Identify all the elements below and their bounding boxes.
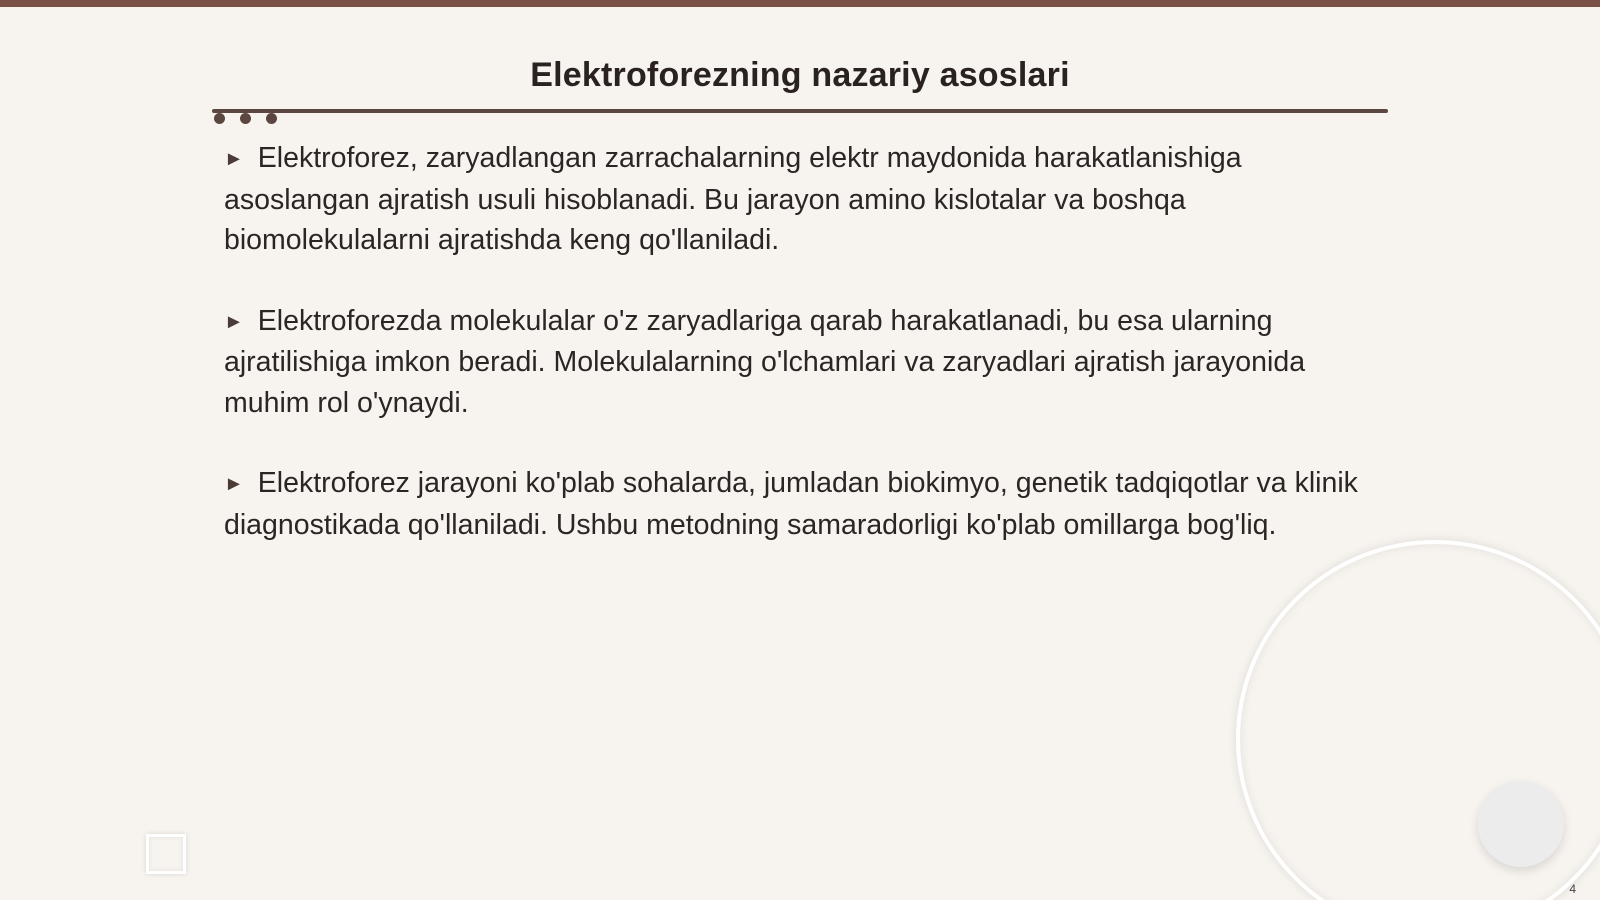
bullet-text: Elektroforezda molekulalar o'z zaryadlariga qarab harakatlanadi, bu esa ularning ajratilishiga imkon beradi. Molekulalarning o'lchamlari va zaryadlari ajratish jarayonida muhim rol o'ynaydi. [224,304,1306,419]
slide-title: Elektroforezning nazariy asoslari [530,56,1070,94]
page-number: 4 [1569,882,1576,896]
triangle-bullet-icon: ► [224,310,244,333]
triangle-bullet-icon: ► [224,473,244,495]
bullet-item [224,463,1384,545]
title-underline [212,109,1388,113]
bullet-item [224,301,1384,424]
decorative-dot [240,113,251,124]
decorative-dot [266,113,277,124]
bullet-text: Elektroforez jarayoni ko'plab sohalarda, jumladan biokimyo, genetik tadqiqotlar va klinik diagnostikada qo'llaniladi. Ushbu metodning samaradorligi ko'plab omillarga bog'liq. [224,467,1358,541]
top-accent-bar [0,0,1600,7]
bullet-text: Elektroforez, zaryadlangan zarrachalarning elektr maydonida harakatlanishiga asoslangan ajratish usuli hisoblanadi. Bu jarayon amino kislotalar va boshqa biomolekulalarni ajratishda keng qo'llaniladi. [224,142,1242,256]
decorative-dot [214,113,225,124]
decorative-square [146,834,186,874]
decorative-circle [1478,781,1564,867]
bullet-item [224,138,1384,261]
bullet-list [224,138,1384,585]
triangle-bullet-icon: ► [224,148,244,170]
